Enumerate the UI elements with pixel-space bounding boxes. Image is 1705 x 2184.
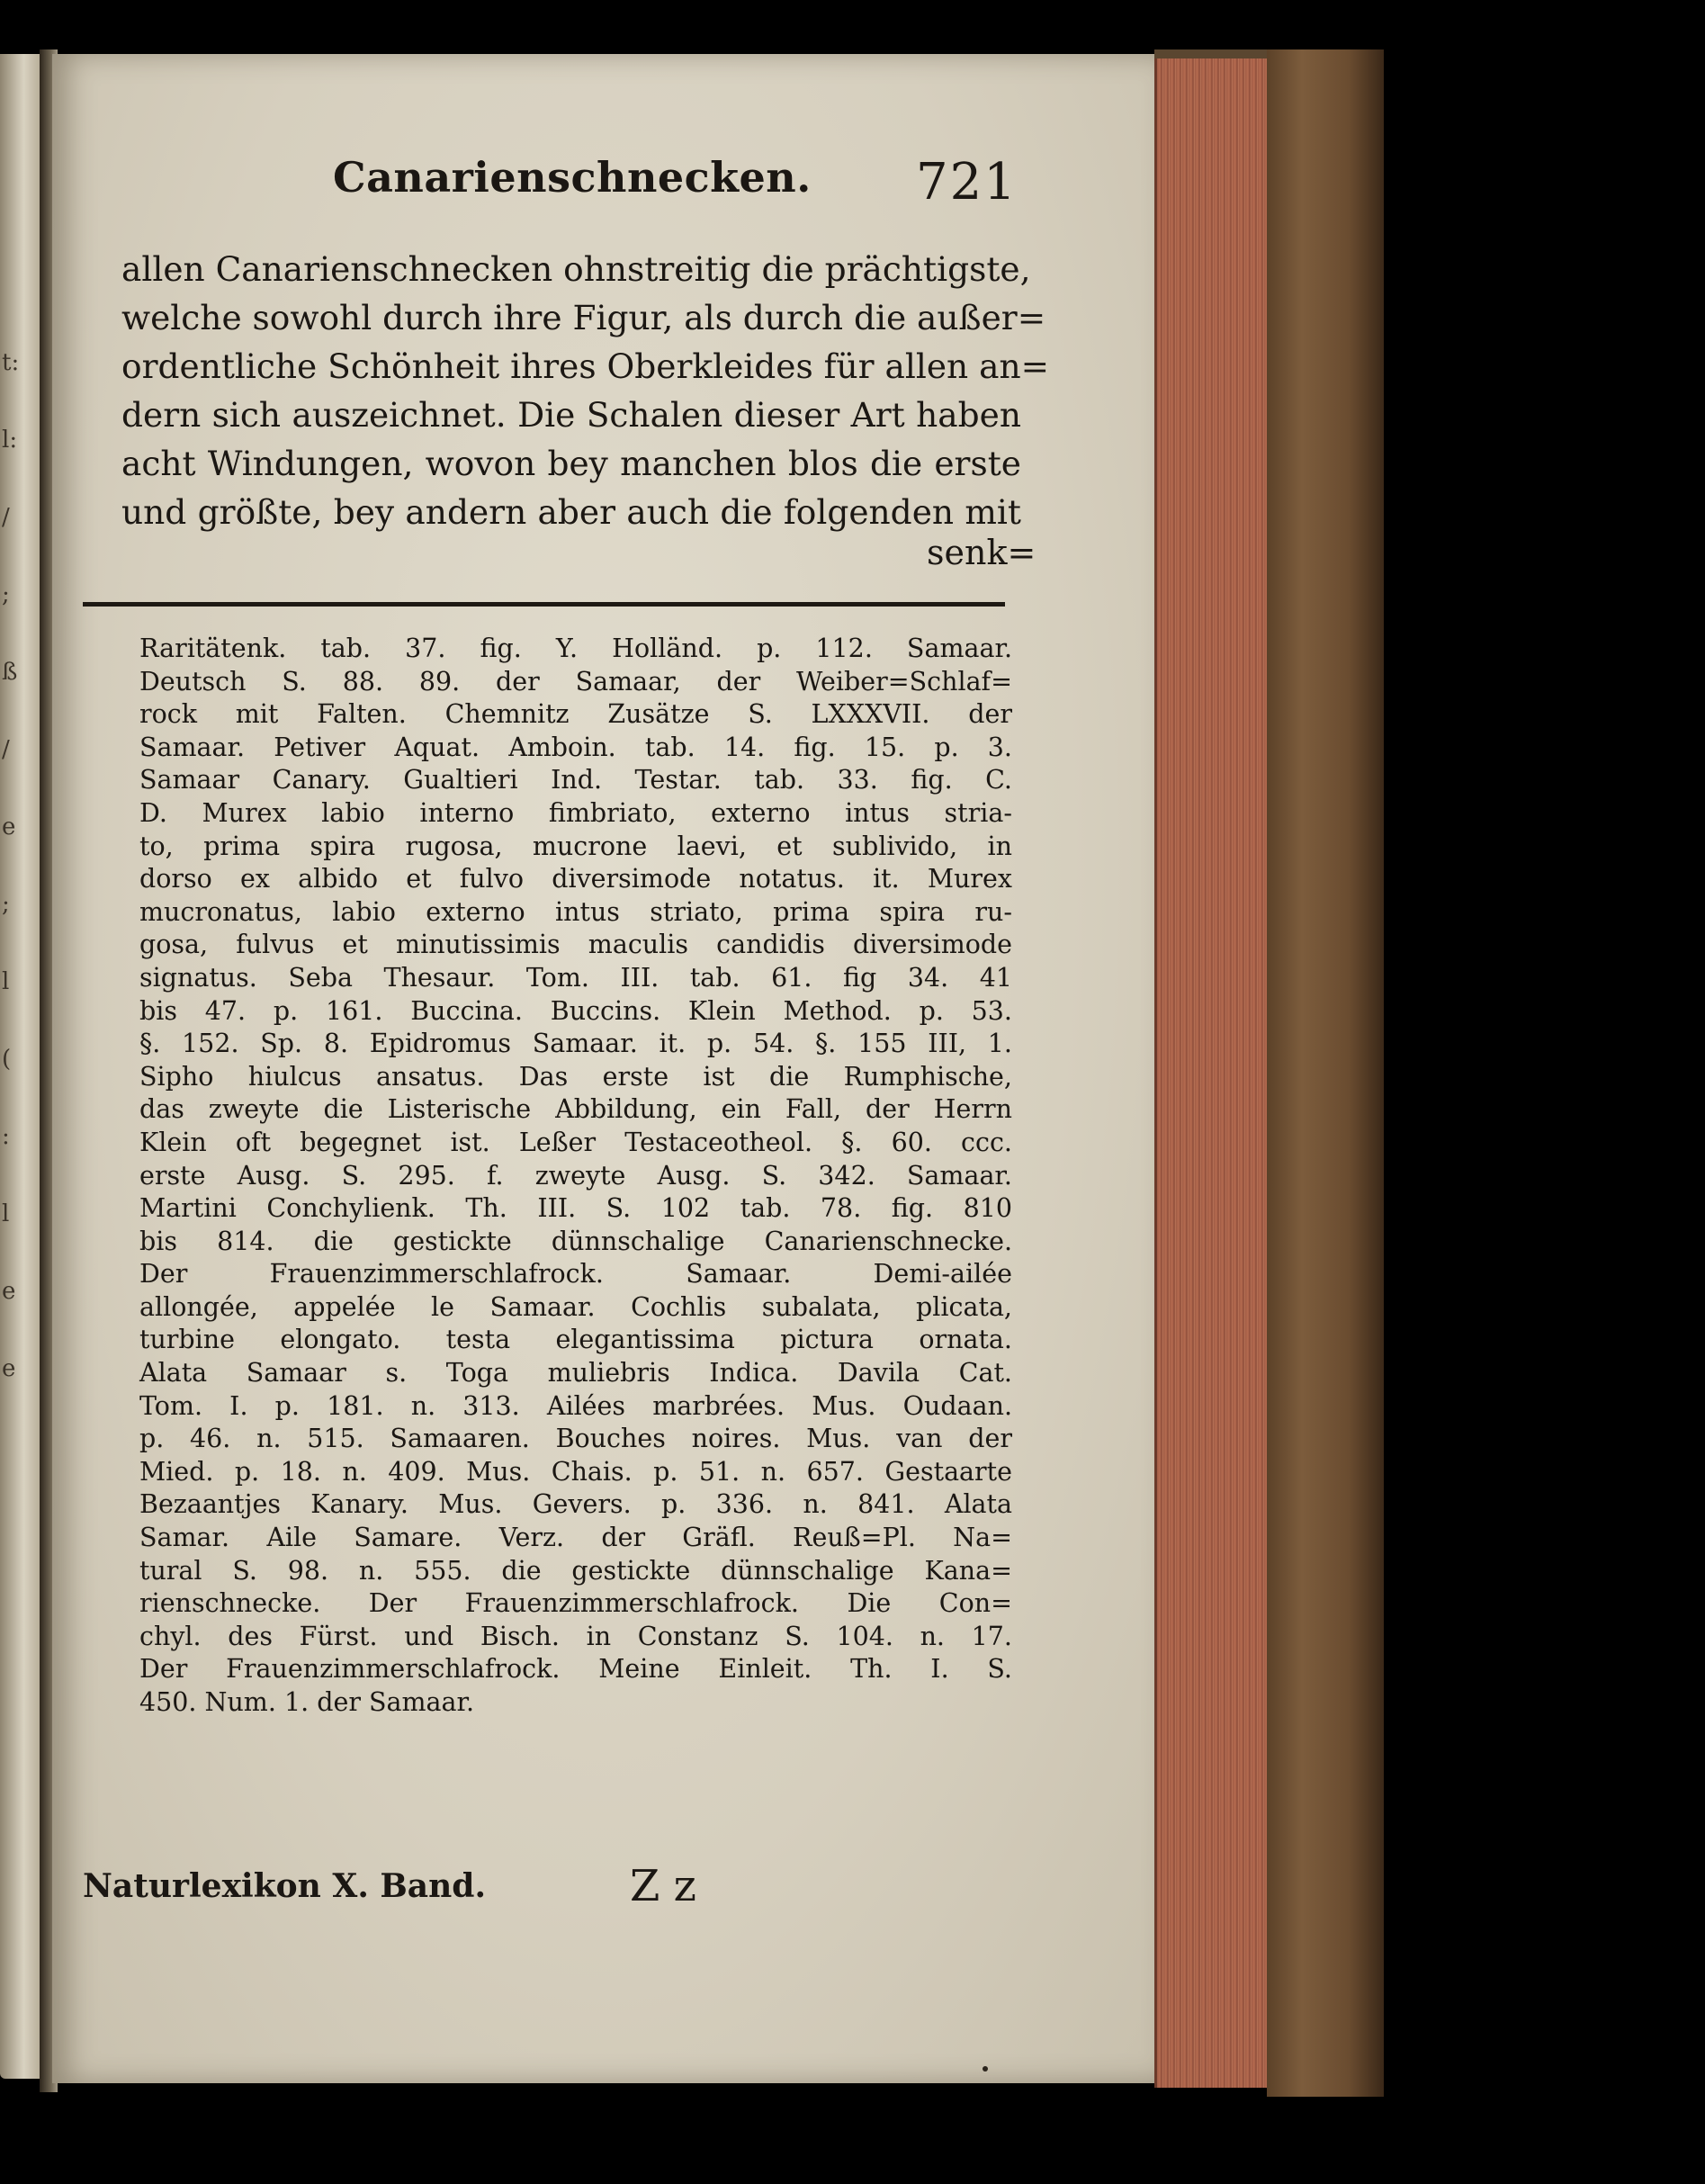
footnote-line: Raritätenk. tab. 37. fig. Y. Holländ. p. 112. Samaar.	[139, 634, 1012, 663]
footnote-line: p. 46. n. 515. Samaaren. Bouches noires. Mus. van der	[139, 1424, 1012, 1454]
main-paragraph	[121, 245, 1050, 536]
left-fragment: ß	[2, 659, 18, 686]
text-line: dern sich auszeichnet. Die Schalen dieser Art haben	[121, 395, 1021, 435]
footnote-line: Der Frauenzimmerschlafrock. Samaar. Demi-ailée	[139, 1259, 1012, 1290]
left-fragment: e	[2, 813, 16, 840]
footnote-rule	[83, 602, 1005, 607]
footnote-line: Mied. p. 18. n. 409. Mus. Chais. p. 51. n. 657. Gestaarte	[139, 1456, 1012, 1487]
left-fragment: l	[2, 968, 10, 995]
signature-mark: Z z	[630, 1861, 696, 1911]
footnote-line: Alata Samaar s. Toga muliebris Indica. Davila Cat.	[139, 1358, 1012, 1389]
footnote-line: rock mit Falten. Chemnitz Zusätze S. LXXXVII. der	[139, 699, 1012, 730]
page-edges	[1154, 58, 1270, 2088]
text-line: acht Windungen, wovon bey manchen blos die erste	[121, 444, 1021, 483]
footnote-line: Klein oft begegnet ist. Leßer Testaceotheol. §. 60. ccc.	[139, 1127, 1012, 1157]
footnote-line: erste Ausg. S. 295. f. zweyte Ausg. S. 342. Samaar.	[139, 1160, 1012, 1191]
book-cover	[1267, 49, 1384, 2097]
paper-speck	[983, 2066, 988, 2072]
left-page-fragments	[2, 324, 29, 1407]
page-number: 721	[916, 153, 1018, 211]
text-line: und größte, bey andern aber auch die folgenden mit	[121, 492, 1021, 532]
text-line: ordentliche Schönheit ihres Oberkleides für allen an=	[121, 346, 1050, 386]
text-line: welche sowohl durch ihre Figur, als durch die außer=	[121, 298, 1046, 337]
left-fragment: t:	[2, 349, 20, 376]
footnote-line: to, prima spira rugosa, mucrone laevi, et sublivido, in	[139, 831, 1012, 861]
footnote-line: 450. Num. 1. der Samaar.	[139, 1687, 475, 1717]
footnote-line: Tom. I. p. 181. n. 313. Ailées marbrées. Mus. Oudaan.	[139, 1390, 1012, 1421]
footnote-line: gosa, fulvus et minutissimis maculis candidis diversimode	[139, 930, 1012, 960]
footnote-line: mucronatus, labio externo intus striato, prima spira ru-	[139, 896, 1012, 927]
footnote-line: das zweyte die Listerische Abbildung, ein Fall, der Herrn	[139, 1094, 1012, 1125]
footnote-line: dorso ex albido et fulvo diversimode notatus. it. Murex	[139, 864, 1012, 894]
footnote-line: Deutsch S. 88. 89. der Samaar, der Weiber=Schlaf=	[139, 666, 1012, 697]
left-fragment: e	[2, 1355, 16, 1382]
footnote-line: tural S. 98. n. 555. die gestickte dünnschalige Kana=	[139, 1555, 1012, 1586]
footer-title: Naturlexikon X. Band.	[83, 1867, 487, 1905]
footnote	[139, 633, 1012, 1720]
left-fragment: e	[2, 1278, 16, 1305]
footnote-line: Samar. Aile Samare. Verz. der Gräfl. Reuß=Pl. Na=	[139, 1523, 1012, 1553]
footnote-line: bis 814. die gestickte dünnschalige Canarienschnecke.	[139, 1226, 1012, 1256]
footnote-line: turbine elongato. testa elegantissima pictura ornata.	[139, 1325, 1012, 1355]
footnote-line: bis 47. p. 161. Buccina. Buccins. Klein Method. p. 53.	[139, 995, 1012, 1026]
footnote-line: Sipho hiulcus ansatus. Das erste ist die Rumphische,	[139, 1061, 1012, 1092]
footnote-line: Samaar. Petiver Aquat. Amboin. tab. 14. fig. 15. p. 3.	[139, 732, 1012, 762]
footnote-line: Samaar Canary. Gualtieri Ind. Testar. tab. 33. fig. C.	[139, 765, 1012, 795]
left-fragment: ;	[2, 581, 10, 608]
catchword: senk=	[927, 533, 1036, 572]
footnote-line: chyl. des Fürst. und Bisch. in Constanz S. 104. n. 17.	[139, 1621, 1012, 1651]
left-fragment: /	[2, 736, 10, 763]
footnote-line: rienschnecke. Der Frauenzimmerschlafrock. Die Con=	[139, 1588, 1012, 1619]
left-fragment: (	[2, 1046, 12, 1073]
left-fragment: :	[2, 1123, 10, 1150]
footnote-line: §. 152. Sp. 8. Epidromus Samaar. it. p. 54. §. 155 III, 1.	[139, 1029, 1012, 1059]
left-fragment: l	[2, 1200, 10, 1227]
left-fragment: /	[2, 504, 10, 531]
running-head: Canarienschnecken.	[333, 153, 812, 202]
footnote-line: D. Murex labio interno fimbriato, externo intus stria-	[139, 797, 1012, 828]
footnote-line: Der Frauenzimmerschlafrock. Meine Einleit. Th. I. S.	[139, 1654, 1012, 1685]
left-fragment: l:	[2, 427, 18, 454]
text-line: allen Canarienschnecken ohnstreitig die prächtigste,	[121, 249, 1031, 289]
left-page-edge	[0, 54, 40, 2079]
footnote-line: allongée, appelée le Samaar. Cochlis subalata, plicata,	[139, 1291, 1012, 1322]
footnote-line: signatus. Seba Thesaur. Tom. III. tab. 61. fig 34. 41	[139, 962, 1012, 993]
left-fragment: ;	[2, 891, 10, 918]
footnote-line: Bezaantjes Kanary. Mus. Gevers. p. 336. n. 841. Alata	[139, 1489, 1012, 1520]
footnote-line: Martini Conchylienk. Th. III. S. 102 tab. 78. fig. 810	[139, 1193, 1012, 1224]
